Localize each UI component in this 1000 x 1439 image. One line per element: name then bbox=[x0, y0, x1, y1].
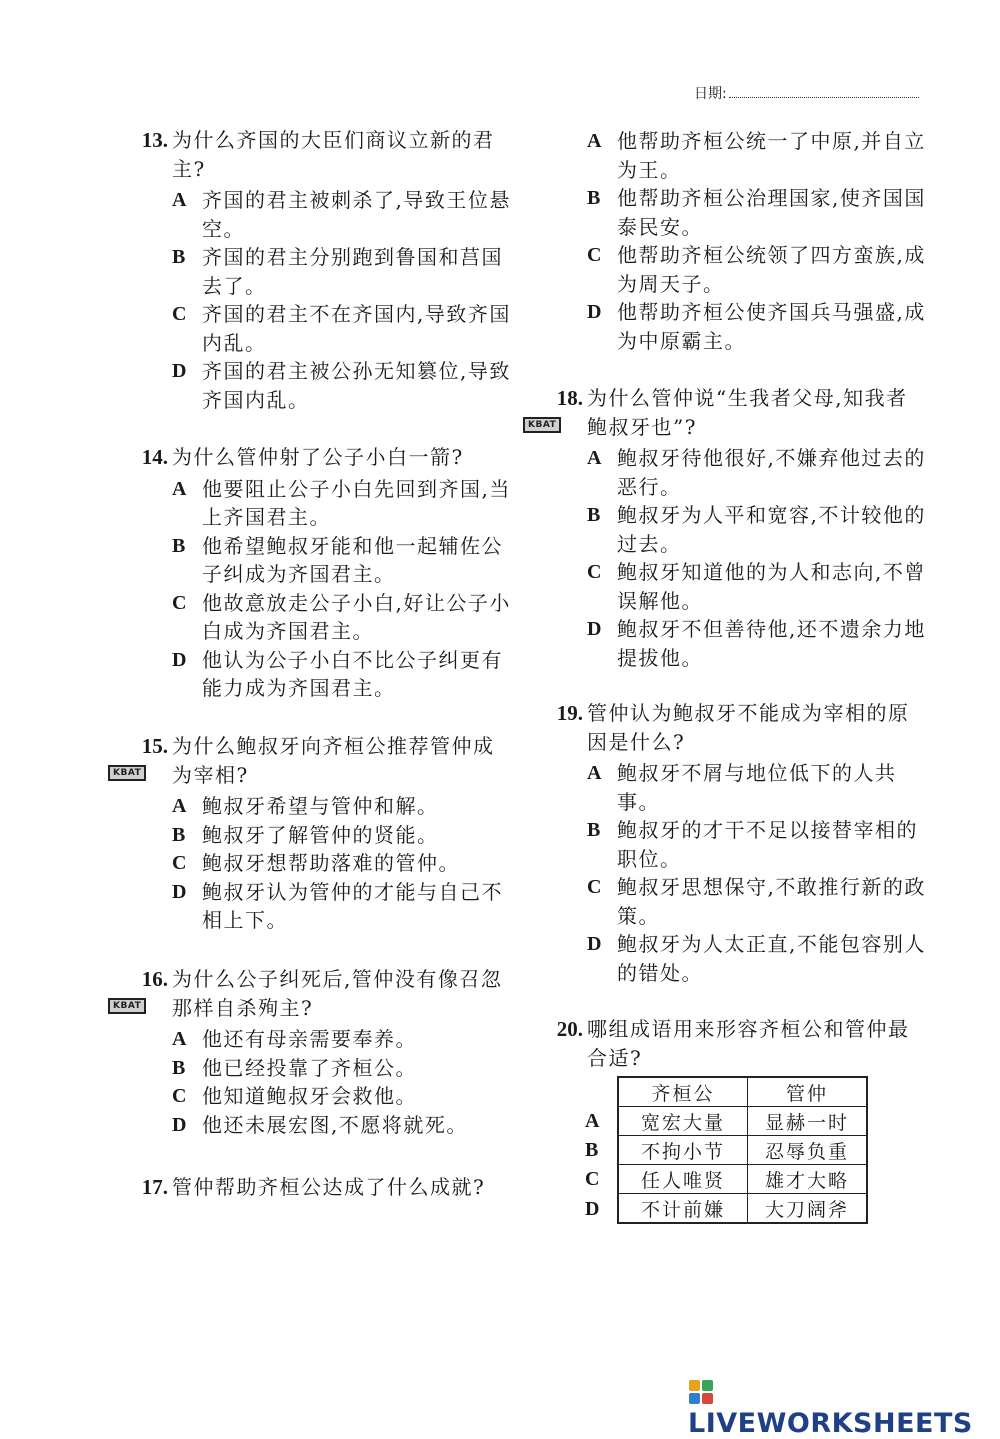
option-d[interactable]: D 鲍叔牙为人太正直,不能包容别人的错处。 bbox=[587, 932, 926, 985]
option-c[interactable]: C 鲍叔牙思想保守,不敢推行新的政策。 bbox=[587, 875, 926, 928]
row-letter-d: D bbox=[585, 1198, 600, 1220]
option-a[interactable]: A 他帮助齐桓公统一了中原,并自立为王。 bbox=[587, 129, 926, 182]
question-text: 为什么管仲说“生我者父母,知我者鲍叔牙也”? bbox=[587, 386, 908, 439]
option-a[interactable]: A 鲍叔牙希望与管仲和解。 bbox=[172, 794, 439, 818]
option-c[interactable]: C 鲍叔牙想帮助落难的管仲。 bbox=[172, 851, 460, 875]
question-15 bbox=[113, 732, 512, 935]
table-cell: 任人唯贤 bbox=[618, 1165, 748, 1194]
table-header: 齐桓公 bbox=[618, 1077, 748, 1107]
option-b[interactable]: B 齐国的君主分别跑到鲁国和莒国去了。 bbox=[172, 245, 503, 298]
question-text: 为什么鲍叔牙向齐桓公推荐管仲成为宰相? bbox=[172, 734, 495, 787]
option-c[interactable]: C 他帮助齐桓公统领了四方蛮族,成为周天子。 bbox=[587, 243, 926, 296]
question-number: 18. bbox=[556, 386, 583, 410]
question-number: 16. bbox=[141, 967, 168, 991]
idiom-table bbox=[617, 1076, 868, 1224]
option-b[interactable]: B 鲍叔牙了解管仲的贤能。 bbox=[172, 822, 439, 847]
row-letter-a: A bbox=[585, 1110, 600, 1132]
question-18 bbox=[528, 384, 927, 672]
table-row[interactable] bbox=[618, 1107, 867, 1136]
table-row[interactable] bbox=[618, 1136, 867, 1165]
liveworksheets-logo-icon bbox=[688, 1379, 714, 1405]
option-a[interactable]: A 鲍叔牙待他很好,不嫌弃他过去的恶行。 bbox=[587, 446, 926, 499]
option-d[interactable]: D 他还未展宏图,不愿将就死。 bbox=[172, 1112, 468, 1137]
date-label: 日期: bbox=[694, 86, 727, 102]
question-text: 为什么公子纠死后,管仲没有像召忽那样自杀殉主? bbox=[172, 967, 503, 1020]
table-cell: 不计前嫌 bbox=[618, 1194, 748, 1224]
option-a[interactable]: A 鲍叔牙不屑与地位低下的人共事。 bbox=[587, 761, 897, 814]
option-d[interactable]: D 他认为公子小白不比公子纠更有能力成为齐国君主。 bbox=[172, 647, 503, 700]
question-number: 13. bbox=[141, 128, 168, 152]
row-letter-b: B bbox=[585, 1139, 599, 1161]
table-header: 管仲 bbox=[748, 1077, 868, 1107]
option-b[interactable]: B 鲍叔牙的才干不足以接替宰相的职位。 bbox=[587, 818, 918, 871]
question-text: 哪组成语用来形容齐桓公和管仲最合适? bbox=[587, 1017, 910, 1070]
table-cell: 显赫一时 bbox=[748, 1107, 868, 1136]
question-13 bbox=[141, 126, 512, 414]
question-text: 管仲帮助齐桓公达成了什么成就? bbox=[172, 1175, 486, 1199]
option-d[interactable]: D 他帮助齐桓公使齐国兵马强盛,成为中原霸主。 bbox=[587, 300, 926, 353]
question-number: 20. bbox=[556, 1017, 583, 1041]
table-cell: 大刀阔斧 bbox=[748, 1194, 868, 1224]
question-16 bbox=[113, 965, 512, 1139]
liveworksheets-watermark bbox=[688, 1377, 1000, 1439]
question-number: 14. bbox=[141, 445, 168, 469]
option-a[interactable]: A 他还有母亲需要奉养。 bbox=[172, 1027, 417, 1051]
date-field bbox=[694, 83, 919, 103]
table-cell: 宽宏大量 bbox=[618, 1107, 748, 1136]
question-19 bbox=[556, 699, 927, 987]
option-c[interactable]: C 鲍叔牙知道他的为人和志向,不曾误解他。 bbox=[587, 560, 926, 613]
option-b[interactable]: B 他希望鲍叔牙能和他一起辅佐公子纠成为齐国君主。 bbox=[172, 533, 503, 586]
option-c[interactable]: C 齐国的君主不在齐国内,导致齐国内乱。 bbox=[172, 302, 511, 355]
question-text: 为什么管仲射了公子小白一箭? bbox=[172, 445, 464, 469]
kbat-badge: KBAT bbox=[523, 417, 561, 433]
option-a[interactable]: A 他要阻止公子小白先回到齐国,当上齐国君主。 bbox=[172, 476, 511, 529]
kbat-badge: KBAT bbox=[108, 765, 146, 781]
question-text: 管仲认为鲍叔牙不能成为宰相的原因是什么? bbox=[587, 701, 910, 754]
question-17 bbox=[141, 1173, 512, 1202]
question-14 bbox=[141, 443, 512, 703]
option-b[interactable]: B 他已经投靠了齐桓公。 bbox=[172, 1055, 417, 1080]
option-d[interactable]: D 鲍叔牙不但善待他,还不遗余力地提拔他。 bbox=[587, 617, 926, 670]
kbat-badge: KBAT bbox=[108, 998, 146, 1014]
option-d[interactable]: D 鲍叔牙认为管仲的才能与自己不相上下。 bbox=[172, 879, 503, 932]
question-text: 为什么齐国的大臣们商议立新的君主? bbox=[172, 128, 495, 181]
table-row[interactable] bbox=[618, 1194, 867, 1224]
option-a[interactable]: A 齐国的君主被刺杀了,导致王位悬空。 bbox=[172, 188, 511, 241]
option-d[interactable]: D 齐国的君主被公孙无知篡位,导致齐国内乱。 bbox=[172, 359, 511, 412]
option-b[interactable]: B 鲍叔牙为人平和宽容,不计较他的过去。 bbox=[587, 503, 926, 556]
question-20 bbox=[556, 1015, 927, 1072]
table-cell: 雄才大略 bbox=[748, 1165, 868, 1194]
option-b[interactable]: B 他帮助齐桓公治理国家,使齐国国泰民安。 bbox=[587, 186, 926, 239]
question-number: 17. bbox=[141, 1175, 168, 1199]
table-cell: 忍辱负重 bbox=[748, 1136, 868, 1165]
question-17-options bbox=[587, 127, 927, 355]
table-row[interactable] bbox=[618, 1165, 867, 1194]
row-letter-c: C bbox=[585, 1168, 600, 1190]
question-number: 15. bbox=[141, 734, 168, 758]
option-c[interactable]: C 他知道鲍叔牙会救他。 bbox=[172, 1084, 417, 1108]
question-number: 19. bbox=[556, 701, 583, 725]
option-c[interactable]: C 他故意放走公子小白,好让公子小白成为齐国君主。 bbox=[172, 590, 511, 643]
brand-name: LIVEWORKSHEETS bbox=[688, 1408, 973, 1439]
date-blank-line[interactable] bbox=[729, 87, 919, 98]
table-cell: 不拘小节 bbox=[618, 1136, 748, 1165]
